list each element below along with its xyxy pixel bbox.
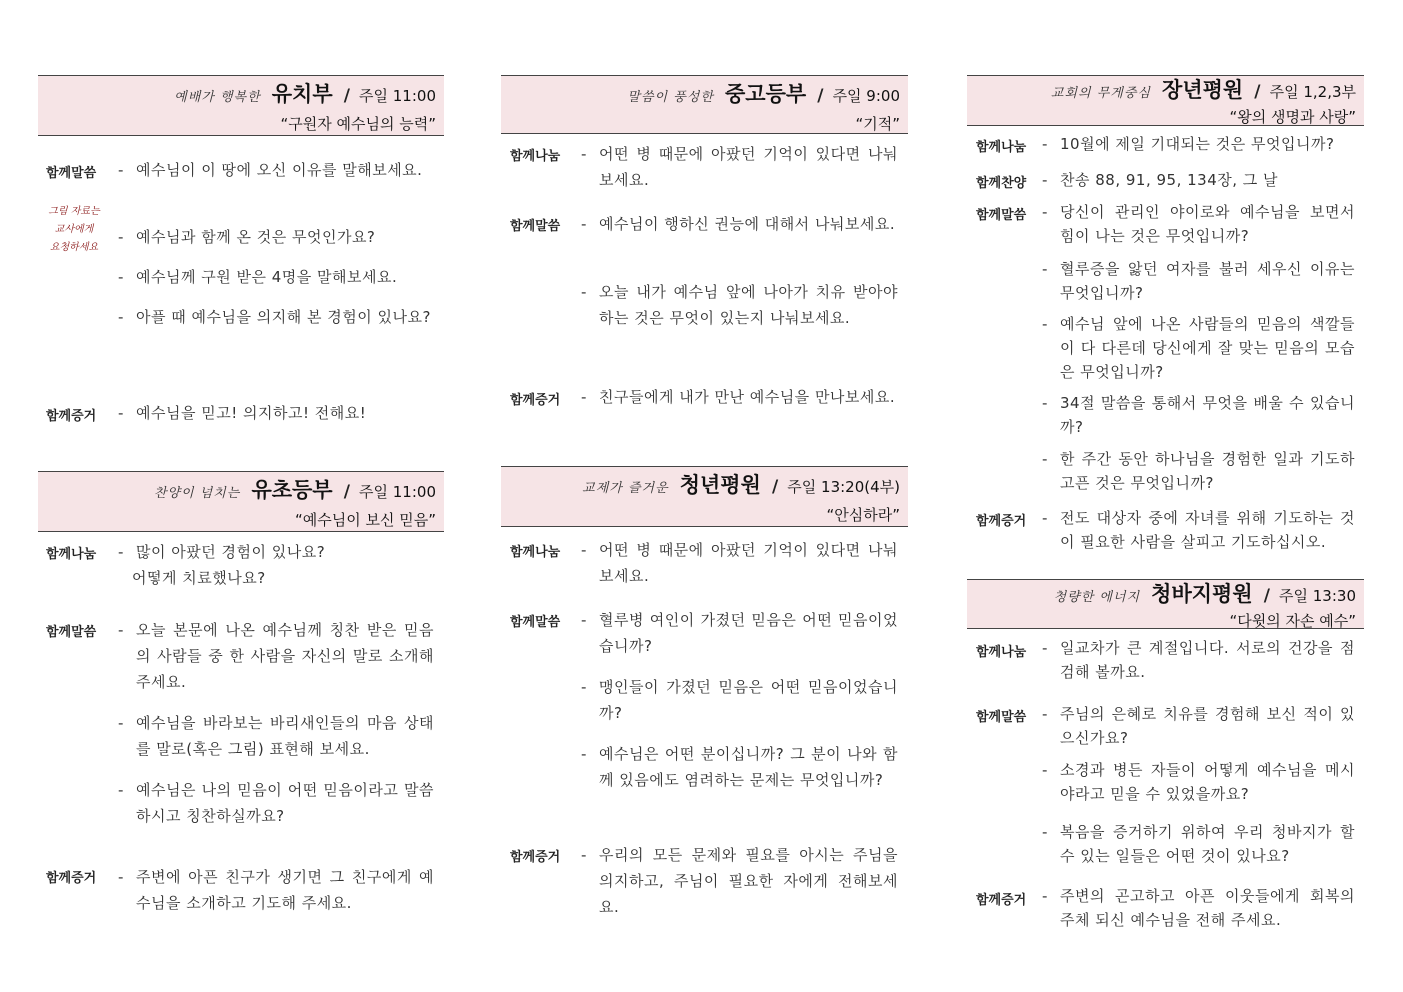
section-header xyxy=(501,466,908,527)
service-time: 주일 13:30 xyxy=(1279,587,1356,605)
list-item: - 많이 아팠던 경험이 있나요? 어떻게 치료했나요? xyxy=(118,543,326,587)
label-sharing: 함께나눔 xyxy=(510,545,561,560)
list-item: - 오늘 본문에 나온 예수님께 칭찬 받은 믿음의 사람들 중 한 사람을 자신의 말로 소개해 주세요. xyxy=(118,621,434,691)
list-item: - 예수님은 어떤 분이십니까? 그 분이 나와 함께 있음에도 염려하는 문제는 무엇입니까? xyxy=(581,745,898,789)
label-witness: 함께증거 xyxy=(510,850,561,865)
list-item: - 예수님은 나의 믿음이 어떤 믿음이라고 말씀하시고 칭찬하실까요? xyxy=(118,781,434,825)
list-item: - 예수님이 이 땅에 오신 이유를 말해보세요. xyxy=(118,161,423,179)
label-witness: 함께증거 xyxy=(510,393,561,408)
list-item: - 혈루증을 앓던 여자를 불러 세우신 이유는 무엇입니까? xyxy=(1042,260,1355,302)
separator: / xyxy=(1254,82,1261,102)
section-header xyxy=(38,75,444,136)
section-motto: 예배가 행복한 xyxy=(174,90,261,105)
section-motto: 말씀이 풍성한 xyxy=(627,90,714,105)
sermon-theme: “구원자 예수님의 능력” xyxy=(280,115,436,133)
list-item: - 34절 말씀을 통해서 무엇을 배울 수 있습니까? xyxy=(1042,394,1355,436)
list-item: - 예수님 앞에 나온 사람들의 믿음의 색깔들이 다 다른데 당신에게 잘 맞는 믿음의 모습은 무엇입니까? xyxy=(1042,315,1355,381)
service-time: 주일 9:00 xyxy=(832,87,900,105)
list-item: - 예수님을 바라보는 바리새인들의 마음 상태를 말로(혹은 그림) 표현해 보세요. xyxy=(118,714,434,758)
list-item: - 우리의 모든 문제와 필요를 아시는 주님을 의지하고, 주님이 필요한 자에게 전해보세요. xyxy=(581,846,898,916)
list-item: - 혈루병 여인이 가졌던 믿음은 어떤 믿음이었습니까? xyxy=(581,611,898,655)
list-item: - 예수님께 구원 받은 4명을 말해보세요. xyxy=(118,268,398,286)
label-word: 함께말씀 xyxy=(46,625,97,640)
label-word: 함께말씀 xyxy=(510,615,561,630)
sermon-theme: “안심하라” xyxy=(826,506,900,524)
separator: / xyxy=(343,86,350,106)
list-item: - 어떤 병 때문에 아팠던 기억이 있다면 나눠보세요. xyxy=(581,541,898,585)
label-word: 함께말씀 xyxy=(976,710,1027,725)
section-header xyxy=(967,579,1364,629)
list-item: - 주변의 곤고하고 아픈 이웃들에게 회복의 주체 되신 예수님을 전해 주세요. xyxy=(1042,887,1355,929)
label-word: 함께말씀 xyxy=(46,166,97,181)
label-witness: 함께증거 xyxy=(976,514,1027,529)
section-motto: 찬양이 넘치는 xyxy=(153,486,241,501)
sermon-theme: “예수님이 보신 믿음” xyxy=(295,511,436,529)
list-item: - 당신이 관리인 야이로와 예수님을 보면서 힘이 나는 것은 무엇입니까? xyxy=(1042,203,1355,245)
department-name: 청년평원 xyxy=(679,473,761,497)
sermon-theme: “왕의 생명과 사랑” xyxy=(1229,108,1356,126)
note-picture-material: 그림 자료는 교사에게 요청하세요 xyxy=(48,206,100,253)
label-sharing: 함께나눔 xyxy=(976,140,1027,155)
service-time: 주일 11:00 xyxy=(359,87,436,105)
section-motto: 교제가 즐거운 xyxy=(582,481,669,496)
label-witness: 함께증거 xyxy=(976,893,1027,908)
separator: / xyxy=(1263,586,1270,606)
label-sharing: 함께나눔 xyxy=(976,645,1027,660)
department-name: 장년평원 xyxy=(1162,78,1244,102)
list-item: - 복음을 증거하기 위하여 우리 청바지가 할 수 있는 일들은 어떤 것이 있나요? xyxy=(1042,823,1355,865)
section-motto: 청량한 에너지 xyxy=(1053,590,1141,605)
label-praise: 함께찬양 xyxy=(976,176,1027,191)
list-item: - 주변에 아픈 친구가 생기면 그 친구에게 예수님을 소개하고 기도해 주세요. xyxy=(118,868,434,912)
label-witness: 함께증거 xyxy=(46,871,97,886)
list-item: - 전도 대상자 중에 자녀를 위해 기도하는 것이 필요한 사람을 살피고 기도하십시오. xyxy=(1042,509,1355,551)
section-header xyxy=(967,75,1364,126)
list-item: - 어떤 병 때문에 아팠던 기억이 있다면 나눠보세요. xyxy=(581,145,898,189)
list-item: - 친구들에게 내가 만난 예수님을 만나보세요. xyxy=(581,388,896,406)
separator: / xyxy=(817,86,824,106)
service-time: 주일 13:20(4부) xyxy=(787,478,900,496)
list-item: - 아플 때 예수님을 의지해 본 경험이 있나요? xyxy=(118,308,431,326)
list-item: - 예수님을 믿고! 의지하고! 전해요! xyxy=(118,404,367,422)
label-witness: 함께증거 xyxy=(46,409,97,424)
separator: / xyxy=(343,482,350,502)
department-name: 유치부 xyxy=(271,82,333,106)
section-header xyxy=(501,75,908,134)
label-sharing: 함께나눔 xyxy=(510,149,561,164)
department-name: 중고등부 xyxy=(725,82,807,106)
list-item: - 예수님이 행하신 권능에 대해서 나눠보세요. xyxy=(581,215,896,233)
service-time: 주일 1,2,3부 xyxy=(1269,83,1356,101)
list-item: - 일교차가 큰 계절입니다. 서로의 건강을 점검해 볼까요. xyxy=(1042,639,1355,681)
department-name: 청바지평원 xyxy=(1151,582,1253,606)
section-motto: 교회의 무게중심 xyxy=(1050,86,1151,101)
service-time: 주일 11:00 xyxy=(359,483,436,501)
sermon-theme: “다윗의 자손 예수” xyxy=(1229,612,1356,630)
list-item: - 소경과 병든 자들이 어떻게 예수님을 메시야라고 믿을 수 있었을까요? xyxy=(1042,761,1355,803)
list-item: - 한 주간 동안 하나님을 경험한 일과 기도하고픈 것은 무엇입니까? xyxy=(1042,450,1355,492)
department-name: 유초등부 xyxy=(251,478,333,502)
section-header xyxy=(38,471,444,532)
list-item: - 예수님과 함께 온 것은 무엇인가요? xyxy=(118,228,376,246)
separator: / xyxy=(771,477,779,497)
list-item: - 10월에 제일 기대되는 것은 무엇입니까? xyxy=(1042,135,1335,153)
list-item: - 맹인들이 가졌던 믿음은 어떤 믿음이었습니까? xyxy=(581,678,898,722)
label-sharing: 함께나눔 xyxy=(46,547,97,562)
list-item: - 찬송 88, 91, 95, 134장, 그 날 xyxy=(1042,171,1279,189)
label-word: 함께말씀 xyxy=(976,208,1027,223)
sermon-theme: “기적” xyxy=(855,115,900,133)
list-item: - 오늘 내가 예수님 앞에 나아가 치유 받아야 하는 것은 무엇이 있는지 나눠보세요. xyxy=(581,283,898,327)
label-word: 함께말씀 xyxy=(510,219,561,234)
list-item: - 주님의 은혜로 치유를 경험해 보신 적이 있으신가요? xyxy=(1042,705,1355,747)
